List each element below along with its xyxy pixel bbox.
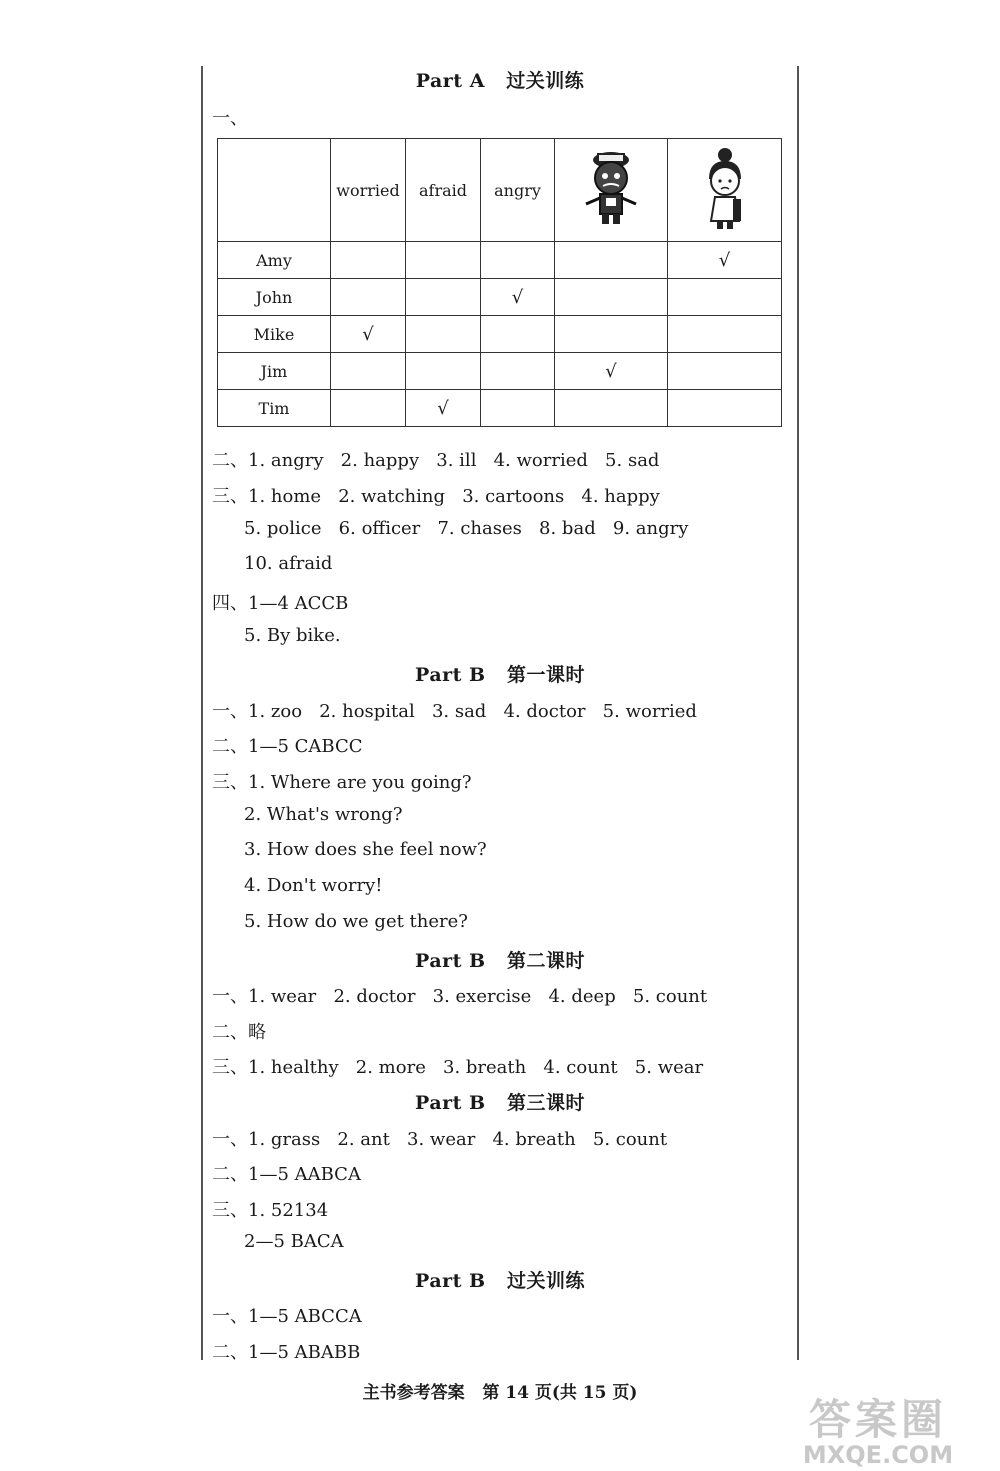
check-mark: √	[511, 286, 524, 308]
right-margin-rule	[797, 66, 799, 1360]
part-b-review-heading: Part B 过关训练	[415, 1270, 585, 1292]
watermark-chars: 答案圈	[808, 1395, 947, 1444]
answer-line: 5. police 6. officer 7. chases 8. bad 9. angry	[244, 518, 689, 539]
table-corner-cell	[218, 139, 331, 242]
part-a-heading: Part A 过关训练	[415, 70, 585, 92]
check-cell	[555, 353, 668, 390]
feelings-table	[217, 138, 782, 427]
answer-line: 2—5 BACA	[244, 1231, 344, 1252]
answer-line: 三、1. 52134	[212, 1200, 329, 1221]
check-mark: √	[437, 397, 449, 419]
check-cell	[481, 316, 555, 353]
answer-line: 三、1. healthy 2. more 3. breath 4. count 5. wear	[212, 1057, 704, 1078]
row-name: Amy	[218, 242, 331, 279]
answer-line: 3. How does she feel now?	[244, 839, 487, 860]
check-mark: √	[605, 360, 617, 382]
table-row	[218, 353, 782, 390]
check-cell	[481, 279, 555, 316]
part-b-lesson3-heading: Part B 第三课时	[415, 1092, 585, 1114]
left-margin-rule	[201, 66, 203, 1360]
girl-sad-icon	[695, 145, 755, 231]
check-cell	[555, 390, 668, 427]
answer-line: 5. By bike.	[244, 625, 341, 646]
answer-line: 二、1—5 AABCA	[212, 1164, 361, 1185]
check-cell	[481, 390, 555, 427]
row-name: Jim	[218, 353, 331, 390]
column-header-picture	[555, 139, 668, 242]
check-cell	[555, 279, 668, 316]
table-row	[218, 390, 782, 427]
check-cell	[406, 316, 481, 353]
check-cell	[331, 353, 406, 390]
watermark-url: MXQE.COM	[802, 1441, 954, 1469]
check-cell	[331, 316, 406, 353]
answer-line: 三、1. Where are you going?	[212, 772, 472, 793]
check-cell	[481, 353, 555, 390]
answer-line: 二、1—5 CABCC	[212, 736, 363, 757]
column-header: worried	[331, 139, 406, 242]
check-cell	[668, 279, 782, 316]
answer-line: 5. How do we get there?	[244, 911, 468, 932]
part-b-lesson1-heading: Part B 第一课时	[415, 664, 585, 686]
answer-line: 10. afraid	[244, 553, 333, 574]
check-cell	[555, 242, 668, 279]
table-row	[218, 279, 782, 316]
check-cell	[481, 242, 555, 279]
table-row	[218, 316, 782, 353]
watermark-logo	[768, 1395, 988, 1469]
check-cell	[406, 353, 481, 390]
check-cell	[668, 353, 782, 390]
check-cell	[406, 279, 481, 316]
column-header-picture	[668, 139, 782, 242]
answer-line: 二、1—5 ABABB	[212, 1342, 361, 1363]
check-cell	[331, 390, 406, 427]
check-cell	[555, 316, 668, 353]
column-header: angry	[481, 139, 555, 242]
row-name: John	[218, 279, 331, 316]
answer-line: 一、1. grass 2. ant 3. wear 4. breath 5. count	[212, 1129, 668, 1150]
page-footer: 主书参考答案 第 14 页(共 15 页)	[362, 1383, 638, 1403]
answer-line: 二、1. angry 2. happy 3. ill 4. worried 5. sad	[212, 450, 660, 471]
check-cell	[331, 279, 406, 316]
section-label: 一、	[212, 108, 248, 129]
column-header: afraid	[406, 139, 481, 242]
check-cell	[668, 316, 782, 353]
row-name: Tim	[218, 390, 331, 427]
answer-line: 4. Don't worry!	[244, 875, 383, 896]
answer-line: 一、1—5 ABCCA	[212, 1306, 362, 1327]
check-mark: √	[362, 323, 374, 345]
answer-line: 二、略	[212, 1022, 266, 1043]
answer-line: 四、1—4 ACCB	[212, 593, 349, 614]
check-cell	[668, 242, 782, 279]
answer-line: 三、1. home 2. watching 3. cartoons 4. happy	[212, 486, 660, 507]
row-name: Mike	[218, 316, 331, 353]
part-b-lesson2-heading: Part B 第二课时	[415, 950, 585, 972]
check-cell	[668, 390, 782, 427]
boy-angry-icon	[576, 148, 646, 228]
check-cell	[406, 242, 481, 279]
table-row	[218, 242, 782, 279]
check-cell	[331, 242, 406, 279]
check-cell	[406, 390, 481, 427]
answer-line: 一、1. zoo 2. hospital 3. sad 4. doctor 5. worried	[212, 701, 697, 722]
check-mark: √	[718, 249, 731, 271]
answer-line: 2. What's wrong?	[244, 804, 403, 825]
answer-line: 一、1. wear 2. doctor 3. exercise 4. deep 5. count	[212, 986, 708, 1007]
